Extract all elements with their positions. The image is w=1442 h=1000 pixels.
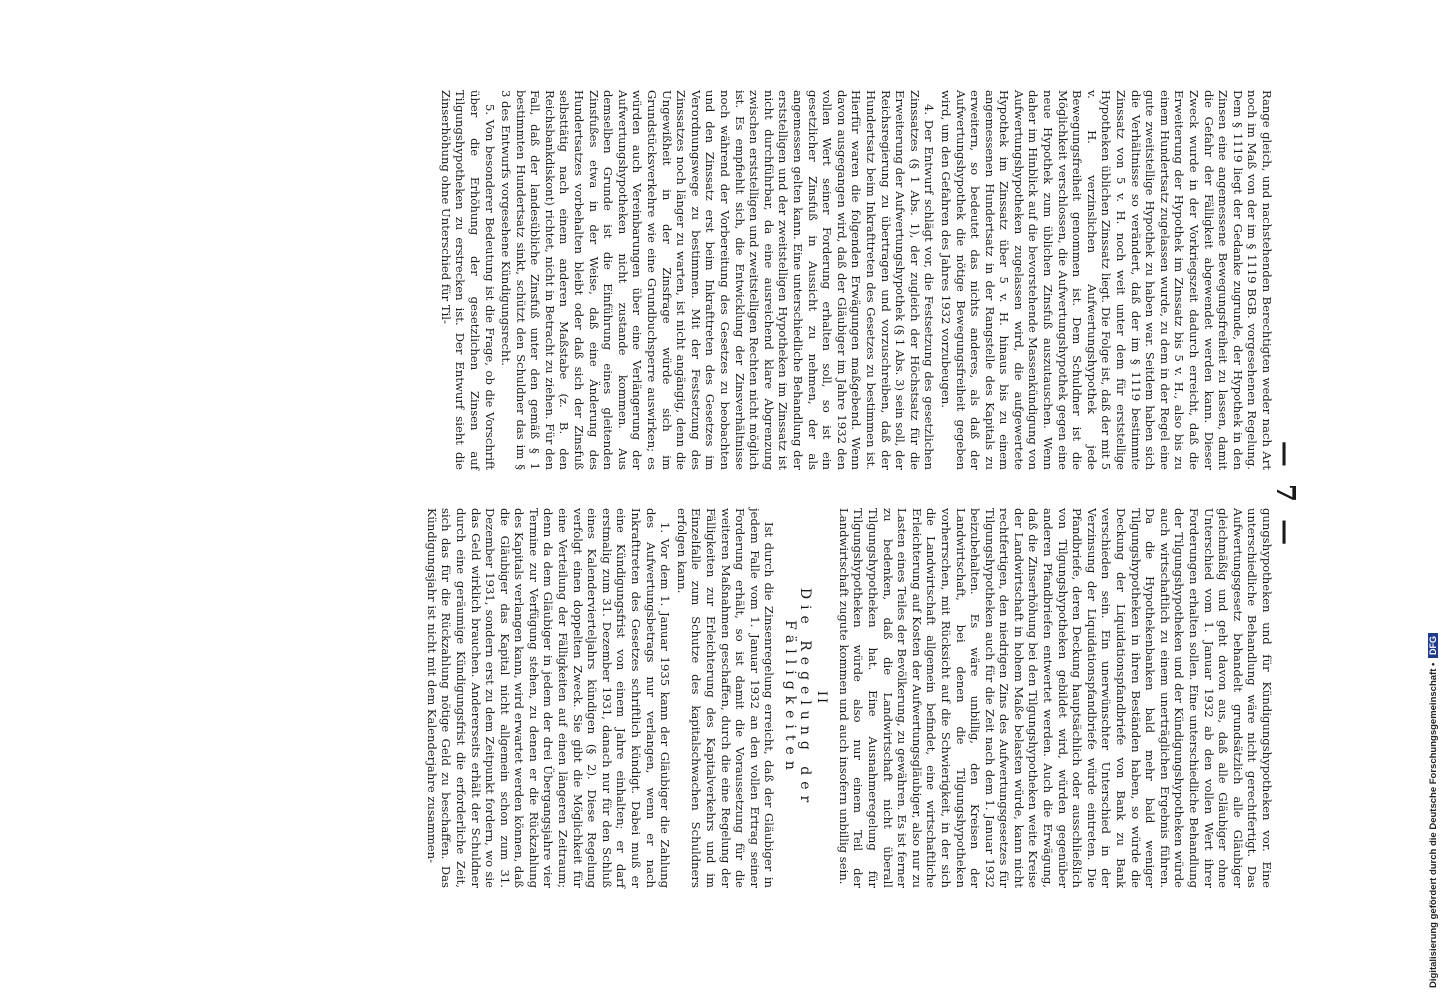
paragraph: 1. Vor dem 1. Januar 1935 kann der Gläubiger die Zahlung des Aufwertungsbetrags nur verlangen, wenn er nach Inkrafttreten des Gesetzes schriftlich kündigt. Dabei muß er eine Kündigungsfrist von einem Jahre einhalten; er darf erstmalig zum 31. Dezember 1931, danach nur für den Schluß eines Kalendervierteljahrs kündigen (§ 2). Diese Regelung verfolgt einen doppelten Zweck. Sie gibt die Möglichkeit für eine Verteilung der Fälligkeiten auf einen längeren Zeitraum; denn da dem Gläubiger in jedem der drei Übergangsjahre vier Termine zur Verfügung stehen, zu denen er die Rückzahlung des Kapitals verlangen kann, wird erwartet werden können, daß die Gläubiger das Kapital nicht allgemein schon zum 31. Dezember 1931, sondern erst zu dem Zeitpunkt fordern, wo sie das Geld wirklich brauchen. Andererseits erhält der Schuldner durch eine geräumige Kündigungsfrist die erforderliche Zeit, sich das für die Rückzahlung nötige Geld zu beschaffen. Das Kündigungsjahr ist nicht mit dem Kalenderjahre zusammen- xyxy=(424,508,673,888)
section-title: Die Regelung der Fälligkeiten xyxy=(782,587,813,809)
digitization-note xyxy=(1414,8,1439,988)
dfg-logo: DFG xyxy=(1428,633,1438,658)
paragraph: Range gleich, und nachstehenden Berechtigten weder nach Art noch im Maß von der im § 1119 BGB. vorgesehenen Regelung. Dem § 1119 liegt der Gedanke zugrunde, der Hypothek in den Zinsen eine angemessene Bewegungsfreiheit zu lassen, damit die Gefahr der Fälligkeit abgewendet werden kann. Dieser Zweck wurde in der Vorkriegszeit dadurch erreicht, daß die Erweiterung der Hypothek im Zinssatz bis 5 v. H., also bis zu einem Hundertsatz zugelassen wurde, zu dem in der Regel eine gute zweitstellige Hypothek zu haben war. Seitdem haben sich die Verhältnisse so verändert, daß der im § 1119 bestimmte Zinssatz von 5 v. H. noch weit unter dem für erststellige Hypotheken üblichen Zinssatz liegt. Die Folge ist, daß der mit 5 v. H. verzinslichen Aufwertungshypothek jede Bewegungsfreiheit genommen ist. Dem Schuldner ist die Möglichkeit verschlossen, die Aufwertungshypothek gegen eine neue Hypothek zum üblichen Zinsfuß auszutauschen. Wenn daher im Hinblick auf die bevorstehende Massenkündigung von Aufwertungshypotheken zugelassen wird, die aufgewertete Hypothek im Zinssatz über 5 v. H. hinaus bis zu einem angemessenen Hundertsatz in der Rangstelle des Kapitals zu erweitern, so bedeutet das nichts anderes, als daß der Aufwertungshypothek die nötige Bewegungsfreiheit gegeben wird, um den Gefahren des Jahres 1932 vorzubeugen. xyxy=(938,90,1274,470)
paragraph: 5. Von besonderer Bedeutung ist die Frage, ob die Vorschrift über die Erhöhung der gesetzlichen Zinsen auf Tilgungshypotheken zu erstrecken ist. Der Entwurf sieht die Zinserhöhung ohne Unterschied für Til- xyxy=(438,90,497,470)
paragraph: 4. Der Entwurf schlägt vor, die Festsetzung des gesetzlichen Zinssatzes (§ 1 Abs. 1), der zugleich der Höchstsatz für die Erweiterung der Aufwertungshypothek (§ 1 Abs. 3) sein soll, der Reichsregierung zu übertragen und vorzuschreiben, daß der Hundertsatz beim Inkrafttreten des Gesetzes zu bestimmen ist. Hierfür waren die folgenden Erwägungen maßgebend. Wenn davon ausgegangen wird, daß der Gläubiger im Jahre 1932 den vollen Wert seiner Forderung erhalten soll, so ist ein gesetzlicher Zinsfuß in Aussicht zu nehmen, der als angemessen gelten kann. Eine unterschiedliche Behandlung der erststelligen und der zweitstelligen Hypotheken im Zinssatz ist nicht durchführbar, da eine ausreichend klare Abgrenzung zwischen erststelligen und zweitstelligen Rechten nicht möglich ist. Es empfiehlt sich, die Entwicklung der Zinsverhältnisse noch während der Vorbereitung des Gesetzes zu beobachten und den Zinssatz erst beim Inkrafttreten des Gesetzes im Verordnungswege zu bestimmen. Mit der Festsetzung des Zinssatzes noch länger zu warten, ist nicht angängig, denn die Ungewißheit in der Zinsfrage würde sich im Grundstücksverkehre wie eine Grundbuchsperre auswirken; es würden auch Vereinbarungen über eine Verlängerung der Aufwertungshypotheken nicht zustande kommen. Aus demselben Grunde ist die Einführung eines gleitenden Zinsfußes etwa in der Weise, daß eine Änderung des Hundertsatzes vorbehalten bleibt oder daß sich der Zinsfuß selbsttätig nach einem anderen Maßstabe (z. B. den Reichsbankdiskont) richtet, nicht in Betracht zu ziehen. Für den Fall, daß der landesübliche Zinsfuß unter den gemäß § 1 bestimmten Hundertsatz sinkt, schützt den Schuldner das im § 3 des Entwurfs vorgesehene Kündigungsrecht. xyxy=(499,90,937,470)
right-column xyxy=(422,508,1274,888)
section-number: II xyxy=(814,690,830,706)
paragraph: Ist durch die Zinsenregelung erreicht, daß der Gläubiger in jedem Falle vom 1. Januar 1932 an den vollen Ertrag seiner Forderung erhält, so ist damit die Voraussetzung für die weiteren Maßnahmen geschaffen, durch die eine Regelung der Fälligkeiten zur Erleichterung des Kapitalverkehrs und im Einzelfalle zum Schutze des kapitalschwachen Schuldners erfolgen kann. xyxy=(674,508,777,888)
page-number: — 7 — xyxy=(1270,440,1300,550)
digitization-note-text: Digitalisierung gefördert durch die Deutsche Forschungsgemeinschaft • xyxy=(1428,662,1439,988)
document-page xyxy=(110,90,1300,900)
left-column xyxy=(436,90,1274,470)
paragraph: gungshypotheken und für Kündigungshypotheken vor. Eine unterschiedliche Behandlung wäre nicht gerechtfertigt. Das Aufwertungsgesetz behandelt grundsätzlich alle Gläubiger gleichmäßig und geht davon aus, daß alle Gläubiger ohne Unterschied vom 1. Januar 1932 ab den vollen Wert ihrer Forderungen erhalten sollen. Eine unterschiedliche Behandlung der Tilgungshypotheken und der Kündigungshypotheken würde auch wirtschaftlich zu einem unerträglichen Ergebnis führen. Da die Hypothekenbanken bald mehr bald weniger Tilgungshypotheken in ihren Beständen haben, so würde die Deckung der Liquidationspfandbriefe von Bank zu Bank verschieden sein. Ein unerwünschter Unterschied in der Verzinsung der Liquidationspfandbriefe würde eintreten. Die Pfandbriefe, deren Deckung hauptsächlich oder ausschließlich von Tilgungshypotheken gebildet wird, würden gegenüber anderen Pfandbriefen entwertet werden. Auch die Erwägung, daß die Zinserhöhung bei den Tilgungshypotheken weite Kreise der Landwirtschaft in hohem Maße belasten würde, kann nicht rechtfertigen, den niedrigen Zins des Aufwertungsgesetzes für Tilgungshypotheken auch für die Zeit nach dem 1. Januar 1932 beizubehalten. Es wäre unbillig, den Kreisen der Landwirtschaft, bei denen die Tilgungshypotheken vorherrschen, mit Rücksicht auf die Schwierigkeit, in der sich die Landwirtschaft allgemein befindet, eine wirtschaftliche Erleichterung auf Kosten der Aufwertungsgläubiger, also nur zu Lasten eines Teiles der Bevölkerung, zu gewähren. Es ist ferner zu bedenken, daß die Landwirtschaft nicht überall Tilgungshypotheken hat. Eine Ausnahmeregelung für Tilgungshypotheken würde also nur einem Teil der Landwirtschaft zugute kommen und auch insofern unbillig sein. xyxy=(836,508,1274,888)
